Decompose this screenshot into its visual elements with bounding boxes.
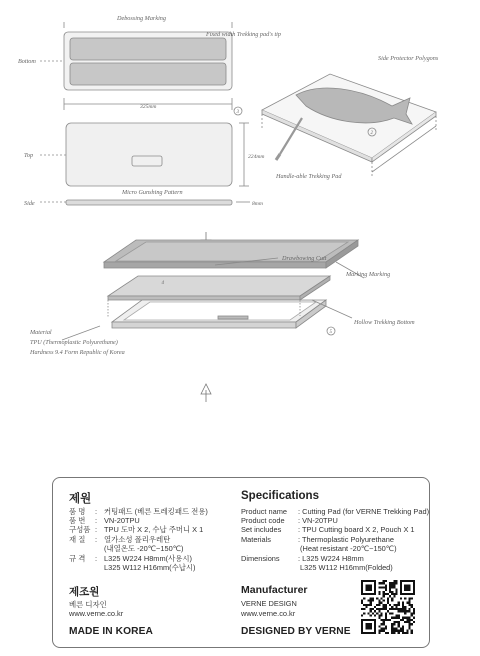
en-spec-value: : TPU Cutting board X 2, Pouch X 1 [298,525,415,534]
ko-spec-row: 품 명: 커팅패드 (베른 트레킹패드 전용) [69,507,208,516]
en-spec-row [241,554,364,563]
label-anti-slip: Micro Gunshing Pattern [122,189,183,196]
spec-label-card [52,477,430,648]
qr-code [361,580,415,634]
ko-spec-key: 구성품 [69,525,91,534]
en-spec-value: L325 W112 H16mm(Folded) [298,563,393,572]
label-debossing-marking: Debossing Marking [117,15,166,22]
en-spec-row [241,535,394,544]
ko-spec-title: 제원 [69,493,92,505]
en-spec-value: : L325 W224 H8mm [298,554,364,563]
en-spec-key: Product code [241,516,285,525]
en-maker-name: VERNE DESIGN [241,599,297,608]
ko-spec-value: L325 W224 H8mm(사용시) [104,554,192,563]
ko-spec-value: TPU 도마 X 2, 수납 주머니 X 1 [104,525,204,534]
en-maker-web: www.verne.co.kr [241,609,296,618]
label-side: Side [24,200,35,207]
label-marking: Marking Marking [346,271,391,278]
ko-spec-row: 품 번: VN-20TPU [69,516,140,525]
ko-spec-value: 커팅패드 (베른 트레킹패드 전용) [104,507,208,516]
bottom-view-upper-panel [70,38,226,60]
label-material: Material [30,329,52,336]
label-hardness: Hardness 9.4 Form Republic of Korea [30,349,125,356]
ko-spec-row: 규 격: L325 W224 H8mm(사용시) [69,554,192,563]
ko-spec-key: 재 질 [69,535,86,544]
callout-2-text: 2 [370,131,373,136]
en-spec-row [241,525,415,534]
en-spec-row [241,563,393,572]
en-spec-value: : Cutting Pad (for VERNE Trekking Pad) [298,507,430,516]
en-spec-key: Dimensions [241,554,280,563]
en-spec-row [241,507,429,516]
label-handle-fold: Fixed width Trekking pad's tip [206,31,281,38]
ko-spec-key: 규 격 [69,554,86,563]
callout-3-text: 3 [236,110,239,115]
label-stamp: Drawbowing Cutt [282,255,327,262]
up-arrow-icon [201,384,211,402]
ko-spec-row: 재 질: 열가소성 폴리우레탄 [69,535,171,544]
label-material-desc: TPU (Thermoplastic Polyurethane) [30,339,118,346]
en-spec-key: Materials [241,535,271,544]
label-hollow-trekking: Hollow Trekking Bottom [354,319,415,326]
en-maker-title: Manufacturer [241,584,308,596]
label-dim-depth: 224mm [248,154,265,160]
label-dim-width: 325mm [140,104,157,110]
top-view-outline [66,123,232,186]
callout-4-text: 4 [161,281,164,286]
en-spec-title: Specifications [241,490,319,502]
label-dim-thickness: 8mm [252,201,263,207]
ko-spec-row [69,544,183,553]
en-spec-key: Set includes [241,525,282,534]
en-spec-row [241,544,397,553]
ko-spec-key: 품 명 [69,507,86,516]
exploded-cutting-board [108,276,330,296]
ko-maker-name: 베른 디자인 [69,600,107,609]
en-spec-value: (Heat resistant -20℃~150℃) [298,544,397,553]
ko-spec-row: 구성품: TPU 도마 X 2, 수납 주머니 X 1 [69,525,204,534]
ko-spec-row [69,563,196,572]
ko-spec-value: (내열온도 -20℃~150℃) [104,544,184,553]
ko-spec-value: VN-20TPU [104,516,140,525]
label-side-protector: Side Protector Polygons [378,55,439,62]
ko-maker-title: 제조원 [69,586,100,598]
bottom-view-lower-panel [70,63,226,85]
ko-spec-key: 품 번 [69,516,86,525]
callout-5-text: 5 [329,330,332,335]
en-spec-row [241,516,338,525]
ko-spec-value: L325 W112 H16mm(수납시) [104,563,196,572]
ko-spec-value: 열가소성 폴리우레탄 [104,535,171,544]
made-in-korea: MADE IN KOREA [69,626,153,637]
en-spec-value: : Thermoplastic Polyurethane [298,535,394,544]
ko-maker-web: www.verne.co.kr [69,609,124,618]
designed-by-verne: DESIGNED BY VERNE [241,626,351,637]
en-spec-key: Product name [241,507,288,516]
label-top: Top [24,152,34,159]
label-bottom: Bottom [18,58,36,65]
en-spec-value: : VN-20TPU [298,516,338,525]
label-pouch: Handle-able Trekking Pad [276,173,342,180]
side-view-outline [66,200,232,205]
